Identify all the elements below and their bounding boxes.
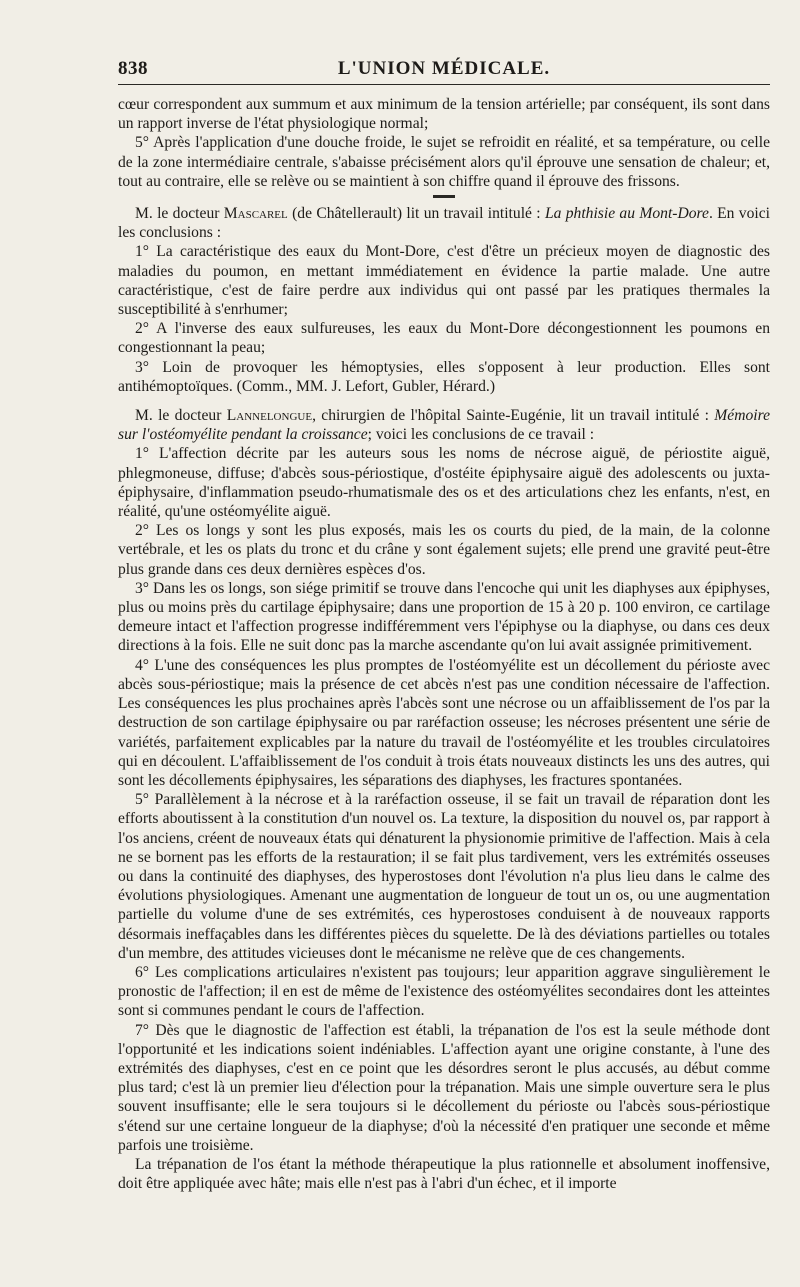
paragraph: 5° Après l'application d'une douche froide, le sujet se refroidit en réalité, et sa température, ou celle de la zone intermédiaire centrale, s'abaisse précisément alors qu'il éprouve une sensation de chaleur; et, tout au contraire, elle se relève ou se maintient à son chiffre quand il éprouve des frissons. — [118, 134, 770, 190]
running-header — [118, 50, 770, 85]
section-gap — [118, 396, 770, 406]
page-number: 838 — [118, 58, 148, 79]
intro-text: . En voici les conclusions : — [118, 205, 770, 242]
conclusion-item: 6° Les complications articulaires n'existent pas toujours; leur apparition aggrave singulièrement le pronostic de l'affection; il en est de même de l'existence des ostéomyélites secondaires dont les atteintes sont si communes pendant le cours de l'affection. — [118, 963, 770, 1020]
author-name: Mascarel — [223, 205, 288, 223]
body-text — [118, 95, 770, 1193]
conclusion-item: 5° Parallèlement à la nécrose et à la raréfaction osseuse, il se fait un travail de réparation dont les efforts aboutissent à la constitution d'un nouvel os. La texture, la disposition du nouvel os, par rapport à l'os anciens, créent de nouveaux états qui dénaturent la physionomie primitive de l'affection. Mais à cela ne se bornent pas les efforts de la restauration; il se fait plus tardivement, vers les extrémités osseuses ou dans la continuité des diaphyses, des hyperostoses dont l'évolution n'a plus lieu dans le calme des évolutions physiologiques. Amenant une augmentation de longueur de tout un os, ou une augmentation partielle du volume d'une de ses extrémités, ces hyperostoses conduisent à de nouveaux rapports désormais ineffaçables dans les différentes pièces du squelette. De là des déviations partielles ou totales d'un membre, des attitudes vicieuses dont le mécanisme ne relève que de ces changements. — [118, 791, 770, 962]
work-title: La phthisie au Mont-Dore — [544, 205, 709, 223]
intro-text: , chirurgien de l'hôpital Sainte-Eugénie, lit un travail intitulé : — [312, 407, 715, 425]
intro-text: M. le docteur — [135, 205, 224, 223]
conclusion-item: 3° Loin de provoquer les hémoptysies, elles s'opposent à leur production. Elles sont antihémoptoïques. (Comm., MM. J. Lefort, Gubler, Hérard.) — [118, 358, 770, 395]
communication-intro — [118, 204, 770, 242]
author-name: Lannelongue — [226, 407, 313, 425]
work-title: Mémoire sur l'ostéomyélite pendant la croissance — [118, 407, 770, 444]
section-divider — [433, 195, 455, 198]
conclusion-item: 4° L'une des conséquences les plus promptes de l'ostéomyélite est un décollement du périoste avec abcès sous-périostique; mais la présence de cet abcès n'est pas une condition nécessaire de l'affection. Les conséquences les plus prochaines après l'abcès sont une nécrose ou un affaiblissement de l'os par la destruction de son cartilage épiphysaire ou par raréfaction osseuse; les nécroses présentent une série de variétés, parfaitement explicables par la nature du travail de l'ostéomyélite et les troubles circulatoires qui en découlent. L'affaiblissement de l'os conduit à trois états nouveaux distincts les uns des autres, qui sont les décollements épiphysaires, les séparations des diaphyses, les fractures spontanées. — [118, 656, 770, 789]
conclusion-item: 1° L'affection décrite par les auteurs sous les noms de nécrose aiguë, de périostite aiguë, phlegmoneuse, diffuse; d'abcès sous-périostique, d'ostéite épiphysaire aiguë des adolescents ou juxta-épiphysaire, d'inflammation pseudo-rhumatismale des os et des articulations chez les enfants, n'est, en réalité, qu'une ostéomyélite aiguë. — [118, 445, 770, 521]
conclusion-item: 7° Dès que le diagnostic de l'affection est établi, la trépanation de l'os est la seule méthode dont l'opportunité et les indications soient indéniables. L'affection ayant une origine constante, à l'une des extrémités des diaphyses, c'est en ce point que les désordres seront le plus accusés, au début comme plus tard; c'est là un premier lieu d'élection pour la trépanation. Mais une simple ouverture sera le plus souvent insuffisante; elle le sera toujours si le décollement du périoste ou l'abcès sous-périostique s'étend sur une certaine longueur de la diaphyse; d'où la nécessité d'en pratiquer une seconde et même parfois une troisième. — [118, 1021, 770, 1154]
conclusion-item: La trépanation de l'os étant la méthode thérapeutique la plus rationnelle et absolument inoffensive, doit être appliquée avec hâte; mais elle n'est pas à l'abri d'un échec, et il importe — [118, 1155, 770, 1193]
intro-text: (de Châtellerault) lit un travail intitulé : — [287, 205, 545, 223]
intro-text: M. le docteur — [135, 407, 227, 425]
intro-text: ; voici les conclusions de ce travail : — [367, 426, 595, 444]
running-title: L'UNION MÉDICALE. — [337, 58, 551, 79]
conclusion-item: 3° Dans les os longs, son siége primitif se trouve dans l'encoche qui unit les diaphyses aux épiphyses, plus ou moins près du cartilage épiphysaire; dans une proportion de 15 à 20 p. 100 environ, ce cartilage demeure intact et l'affection progresse indifféremment vers l'épiphyse ou la diaphyse, ou dans ces deux directions à la fois. Elle ne suit donc pas la marche ascendante qu'on lui avait assignée primitivement. — [118, 579, 770, 655]
conclusion-item: 2° Les os longs y sont les plus exposés, mais les os courts du pied, de la main, de la colonne vertébrale, et les os plats du tronc et du crâne y sont également sujets; elle prend une gravité peut-être plus grande dans ces deux dernières espèces d'os. — [118, 522, 770, 578]
paragraph: cœur correspondent aux summum et aux minimum de la tension artérielle; par conséquent, ils sont dans un rapport inverse de l'état physiologique normal; — [118, 96, 770, 133]
communication-intro — [118, 406, 770, 444]
conclusion-item: 1° La caractéristique des eaux du Mont-Dore, c'est d'être un précieux moyen de diagnostic des maladies du poumon, en mettant immédiatement en évidence la partie malade. Une autre caractéristique, c'est de faire perdre aux individus qui ont passé par les pratiques thermales la susceptibilité à s'enrhumer; — [118, 243, 770, 319]
conclusion-item: 2° A l'inverse des eaux sulfureuses, les eaux du Mont-Dore décongestionnent les poumons en congestionnant la peau; — [118, 320, 770, 357]
